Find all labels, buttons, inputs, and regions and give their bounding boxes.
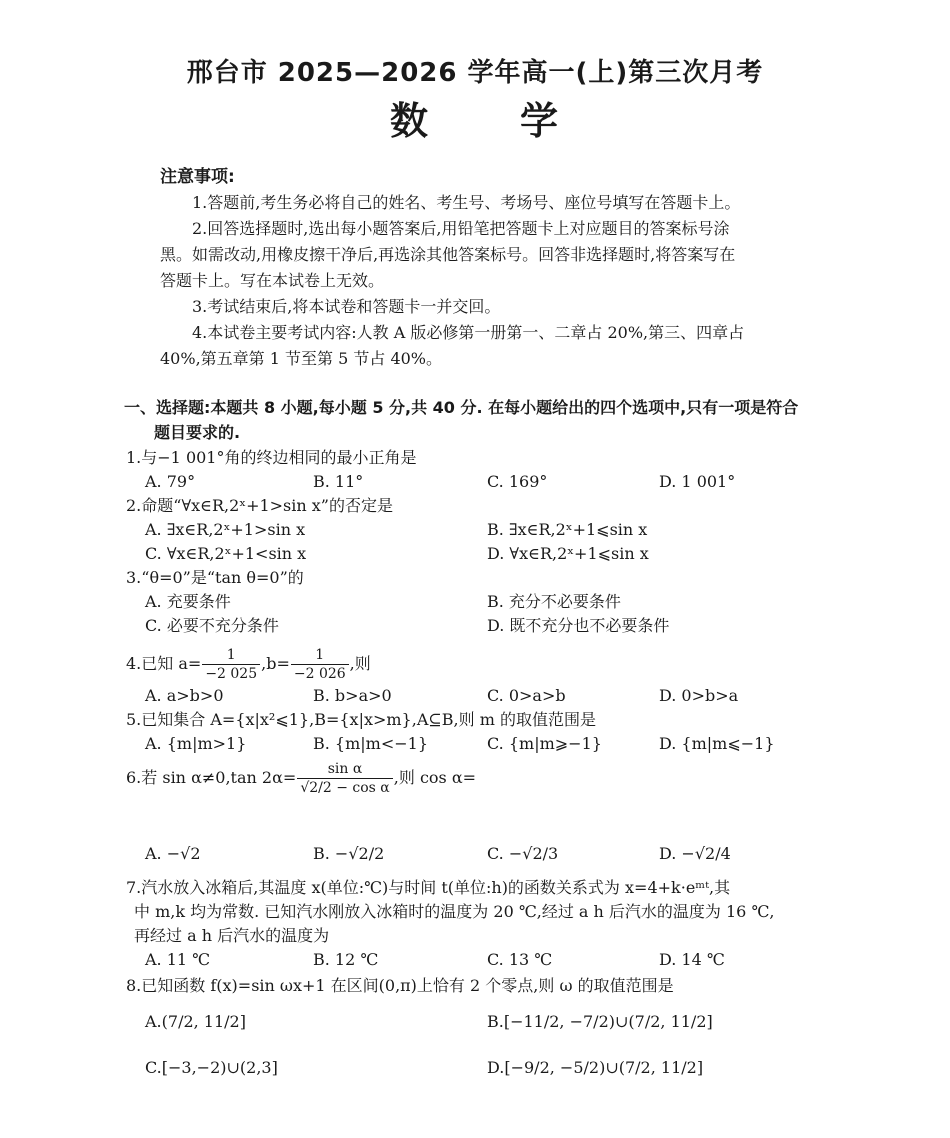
fraction-a: $\frac{1}{-2 025}$ <box>202 646 260 683</box>
option-c: C. 必要不充分条件 <box>145 616 279 635</box>
question-6-stem: 6.若 sin α≠0,tan 2α= $\frac{\text{sin α}}{\text{√2/2 − cos α}}$ ,则 cos α= <box>126 761 477 796</box>
question-8-options-row2 <box>145 1056 865 1080</box>
option-b: B. b>a>0 <box>313 686 392 705</box>
fraction-tan2a: $\frac{\text{sin α}}{\text{√2/2 − cos α}}$ <box>297 760 392 797</box>
option-d: D. −√2/4 <box>659 844 731 863</box>
question-4-stem: 4.已知 a= $\frac{1}{-2 025}$ ,b= $\frac{1}{-2 026}$ ,则 <box>126 647 371 682</box>
option-b: B. ∃x∈R,2ˣ+1⩽sin x <box>487 520 648 539</box>
section-heading: 一、选择题:本题共 8 小题,每小题 5 分,共 40 分. 在每小题给出的四个选项中,只有一项是符合 题目要求的. <box>124 398 799 442</box>
question-5-options <box>145 732 865 756</box>
notice-item-4a: 4.本试卷主要考试内容:人教 A 版必修第一册第一、二章占 20%,第三、四章占 <box>192 323 745 342</box>
question-3-options-row2 <box>145 614 865 638</box>
option-c: C. 169° <box>487 472 548 491</box>
question-5-stem: 5.已知集合 A={x|x²⩽1},B={x|x>m},A⊆B,则 m 的取值范围是 <box>126 710 596 729</box>
question-2-stem: 2.命题“∀x∈R,2ˣ+1>sin x”的否定是 <box>126 496 393 515</box>
option-d: D.[−9/2, −5/2)∪(7/2, 11/2] <box>487 1058 704 1077</box>
option-b: B. 11° <box>313 472 364 491</box>
option-a: A. 79° <box>145 472 196 491</box>
option-b: B. 充分不必要条件 <box>487 592 621 611</box>
option-c: C. 13 ℃ <box>487 950 553 969</box>
option-a: A. −√2 <box>145 844 201 863</box>
option-c: C. −√2/3 <box>487 844 559 863</box>
option-c: C. {m|m⩾−1} <box>487 734 602 753</box>
option-b: B.[−11/2, −7/2)∪(7/2, 11/2] <box>487 1012 713 1031</box>
option-c: C. 0>a>b <box>487 686 566 705</box>
option-b: B. −√2/2 <box>313 844 385 863</box>
notice-item-2a: 2.回答选择题时,选出每小题答案后,用铅笔把答题卡上对应题目的答案标号涂 <box>192 219 730 238</box>
option-d: D. {m|m⩽−1} <box>659 734 775 753</box>
question-1-options <box>145 470 865 494</box>
question-4-options <box>145 684 865 708</box>
option-d: D. 14 ℃ <box>659 950 725 969</box>
question-7-line-1: 7.汽水放入冰箱后,其温度 x(单位:℃)与时间 t(单位:h)的函数关系式为 x=4+k·eᵐᵗ,其 <box>126 878 731 897</box>
option-d: D. 既不充分也不必要条件 <box>487 616 670 635</box>
option-a: A. 充要条件 <box>145 592 231 611</box>
question-7-line-3: 再经过 a h 后汽水的温度为 <box>134 926 330 945</box>
option-a: A. 11 ℃ <box>145 950 211 969</box>
question-3-stem: 3.“θ=0”是“tan θ=0”的 <box>126 568 304 587</box>
question-8-stem: 8.已知函数 f(x)=sin ωx+1 在区间(0,π)上恰有 2 个零点,则 ω 的取值范围是 <box>126 976 674 995</box>
option-a: A.(7/2, 11/2] <box>145 1012 246 1031</box>
option-c: C.[−3,−2)∪(2,3] <box>145 1058 278 1077</box>
option-a: A. a>b>0 <box>145 686 224 705</box>
option-a: A. ∃x∈R,2ˣ+1>sin x <box>145 520 306 539</box>
question-7-options <box>145 948 865 972</box>
option-b: B. 12 ℃ <box>313 950 379 969</box>
notice-item-2c: 答题卡上。写在本试卷上无效。 <box>160 271 385 290</box>
question-1-stem: 1.与−1 001°角的终边相同的最小正角是 <box>126 448 417 467</box>
fraction-b: $\frac{1}{-2 026}$ <box>291 646 349 683</box>
option-d: D. ∀x∈R,2ˣ+1⩽sin x <box>487 544 649 563</box>
option-d: D. 1 001° <box>659 472 736 491</box>
question-7-line-2: 中 m,k 均为常数. 已知汽水刚放入冰箱时的温度为 20 ℃,经过 a h 后汽水的温度为 16 ℃, <box>134 902 775 921</box>
notice-item-1: 1.答题前,考生务必将自己的姓名、考生号、考场号、座位号填写在答题卡上。 <box>192 193 741 212</box>
option-d: D. 0>b>a <box>659 686 739 705</box>
option-c: C. ∀x∈R,2ˣ+1<sin x <box>145 544 307 563</box>
notice-item-2b: 黑。如需改动,用橡皮擦干净后,再选涂其他答案标号。回答非选择题时,将答案写在 <box>160 245 736 264</box>
exam-title: 邢台市 2025—2026 学年高一(上)第三次月考 <box>186 58 764 88</box>
subject-title: 数 学 <box>389 99 561 143</box>
question-2-options-row2 <box>145 542 865 566</box>
notice-item-4b: 40%,第五章第 1 节至第 5 节占 40%。 <box>160 349 443 368</box>
question-2-options-row1 <box>145 518 865 542</box>
notice-heading: 注意事项: <box>160 167 235 187</box>
question-8-options-row1 <box>145 1010 865 1034</box>
option-b: B. {m|m<−1} <box>313 734 429 753</box>
notice-item-3: 3.考试结束后,将本试卷和答题卡一并交回。 <box>192 297 501 316</box>
question-3-options-row1 <box>145 590 865 614</box>
question-6-options <box>145 842 865 866</box>
option-a: A. {m|m>1} <box>145 734 247 753</box>
notice-block <box>160 164 820 372</box>
